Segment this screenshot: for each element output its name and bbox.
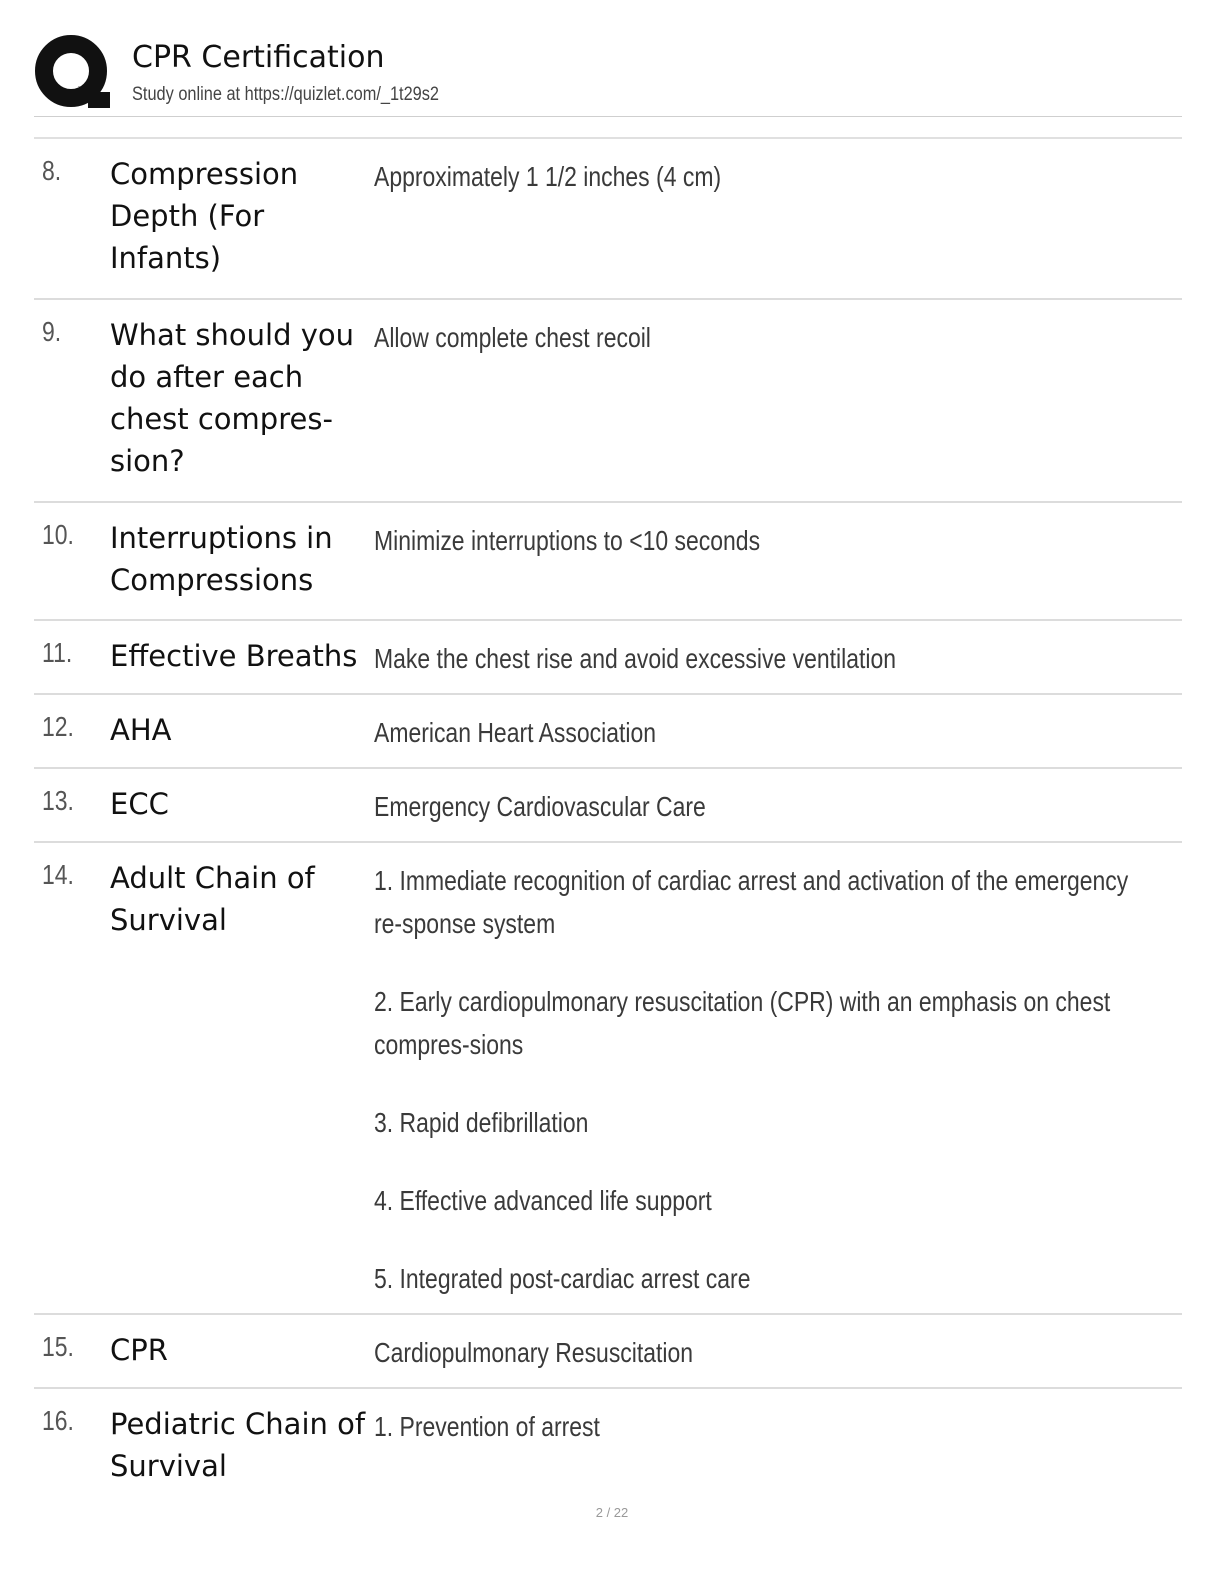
table-row [34, 769, 1182, 843]
row-definition: Emergency Cardiovascular Care [374, 791, 706, 822]
row-definition: Make the chest rise and avoid excessive ventilation [374, 643, 896, 674]
set-title: CPR Certification [132, 40, 385, 75]
row-term: AHA [110, 713, 172, 747]
row-definition: Minimize interruptions to <10 seconds [374, 525, 761, 556]
table-row [34, 695, 1182, 769]
page-header [34, 32, 1182, 118]
row-term: CPR [110, 1333, 168, 1367]
row-term: What should you do after each chest compres-sion? [110, 318, 354, 478]
row-number: 15. [42, 1331, 74, 1362]
table-row [34, 1389, 1182, 1499]
row-number: 9. [42, 316, 62, 347]
table-row [34, 843, 1182, 1315]
row-number: 8. [42, 155, 62, 186]
row-number: 13. [42, 785, 74, 816]
row-number: 10. [42, 519, 74, 550]
row-definition: 1. Immediate recognition of cardiac arrest and activation of the emergency re-sponse system 2. Early cardiopulmonary resuscitation (CPR) with an emphasis on chest compres-sions 3. Rapid defibrillation 4. Effective advanced life support 5. Integrated post-cardiac arrest care [374, 865, 1129, 1294]
row-term: Adult Chain of Survival [110, 861, 315, 937]
row-definition: Allow complete chest recoil [374, 322, 651, 353]
row-definition: American Heart Association [374, 717, 657, 748]
table-row [34, 1315, 1182, 1389]
row-term: Pediatric Chain of Survival [110, 1407, 366, 1483]
row-term: ECC [110, 787, 169, 821]
table-row [34, 503, 1182, 621]
quizlet-logo-icon [34, 34, 112, 112]
row-term: Effective Breaths [110, 639, 358, 673]
header-divider [34, 116, 1182, 117]
table-row [34, 139, 1182, 300]
row-definition: 1. Prevention of arrest [374, 1411, 600, 1442]
row-number: 16. [42, 1405, 74, 1436]
table-row [34, 621, 1182, 695]
flashcard-table [34, 139, 1182, 1499]
study-online-link[interactable]: Study online at https://quizlet.com/_1t29s2 [132, 84, 440, 105]
row-number: 14. [42, 859, 74, 890]
row-definition: Approximately 1 1/2 inches (4 cm) [374, 161, 722, 192]
row-term: Compression Depth (For Infants) [110, 157, 299, 275]
row-number: 11. [42, 637, 73, 668]
row-term: Interruptions in Compressions [110, 521, 333, 597]
table-row [34, 300, 1182, 503]
page-number: 2 / 22 [595, 1505, 629, 1520]
row-definition: Cardiopulmonary Resuscitation [374, 1337, 694, 1368]
row-number: 12. [42, 711, 74, 742]
